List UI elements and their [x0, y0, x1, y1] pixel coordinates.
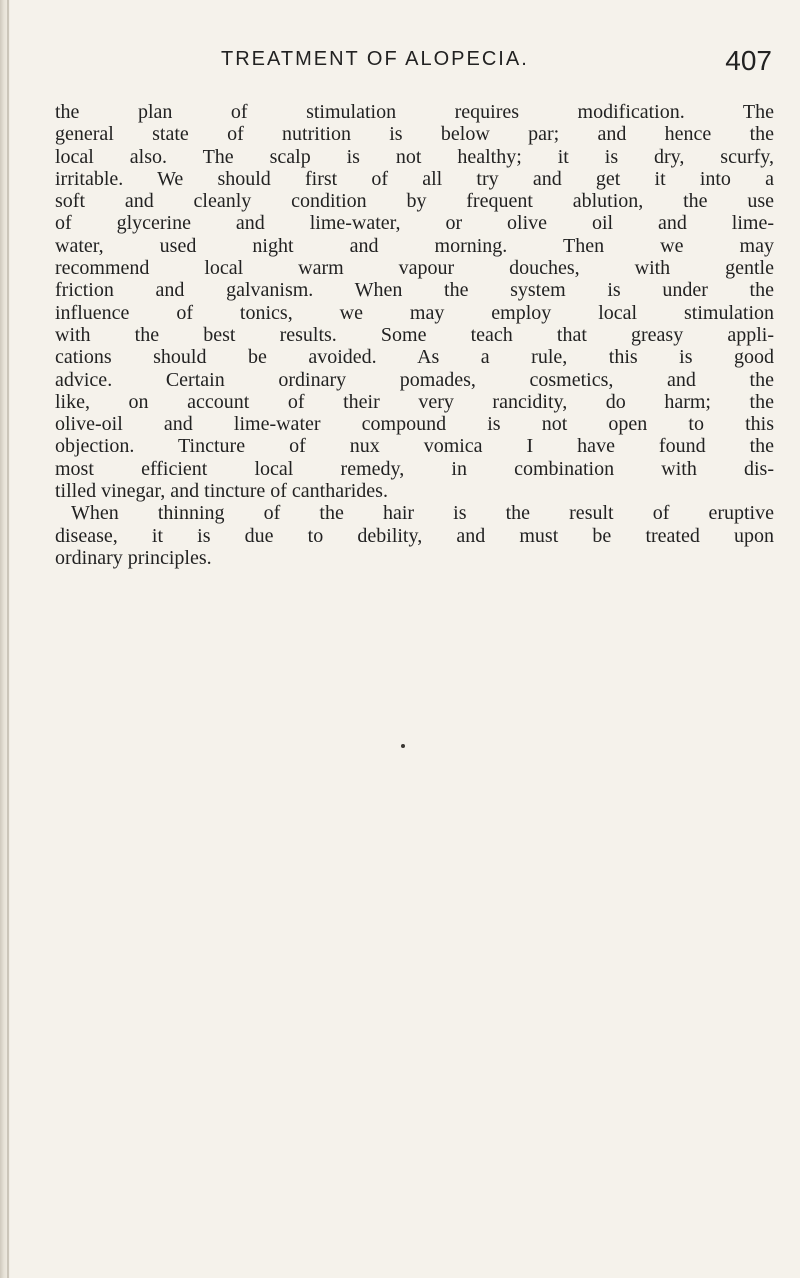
paragraph	[55, 101, 774, 502]
text-line: advice. Certain ordinary pomades, cosmetics, and the	[55, 368, 774, 391]
body-text	[55, 101, 774, 569]
page-number: 407	[725, 45, 772, 76]
text-line: olive-oil and lime-water compound is not open to this	[55, 413, 774, 436]
text-line: irritable. We should first of all try and get it into a	[55, 167, 774, 190]
text-line: friction and galvanism. When the system is under the	[55, 279, 774, 302]
ink-dot	[401, 744, 405, 748]
text-line: objection. Tincture of nux vomica I have found the	[55, 435, 774, 458]
text-line: general state of nutrition is below par; and hence the	[55, 123, 774, 146]
text-line: cations should be avoided. As a rule, this is good	[55, 346, 774, 369]
text-line: of glycerine and lime-water, or olive oil and lime-	[55, 212, 774, 235]
text-line: like, on account of their very rancidity, do harm; the	[55, 390, 774, 413]
text-line: When thinning of the hair is the result of eruptive	[71, 502, 774, 525]
text-line: with the best results. Some teach that greasy appli-	[55, 323, 774, 346]
text-line: the plan of stimulation requires modification. The	[55, 101, 774, 123]
text-line: ordinary principles.	[55, 546, 212, 569]
text-line: influence of tonics, we may employ local stimulation	[55, 301, 774, 324]
text-line: most efficient local remedy, in combination with dis-	[55, 457, 774, 480]
page-edge-line	[7, 0, 9, 1278]
text-line: local also. The scalp is not healthy; it is dry, scurfy,	[55, 145, 774, 168]
text-line: tilled vinegar, and tincture of cantharides.	[55, 480, 388, 503]
page-header	[56, 14, 772, 84]
text-line: disease, it is due to debility, and must be treated upon	[55, 524, 774, 547]
text-line: water, used night and morning. Then we may	[55, 234, 774, 257]
running-title: TREATMENT OF ALOPECIA.	[221, 48, 529, 70]
text-line: soft and cleanly condition by frequent ablution, the use	[55, 190, 774, 213]
paragraph	[55, 502, 774, 569]
text-line: recommend local warm vapour douches, with gentle	[55, 257, 774, 280]
